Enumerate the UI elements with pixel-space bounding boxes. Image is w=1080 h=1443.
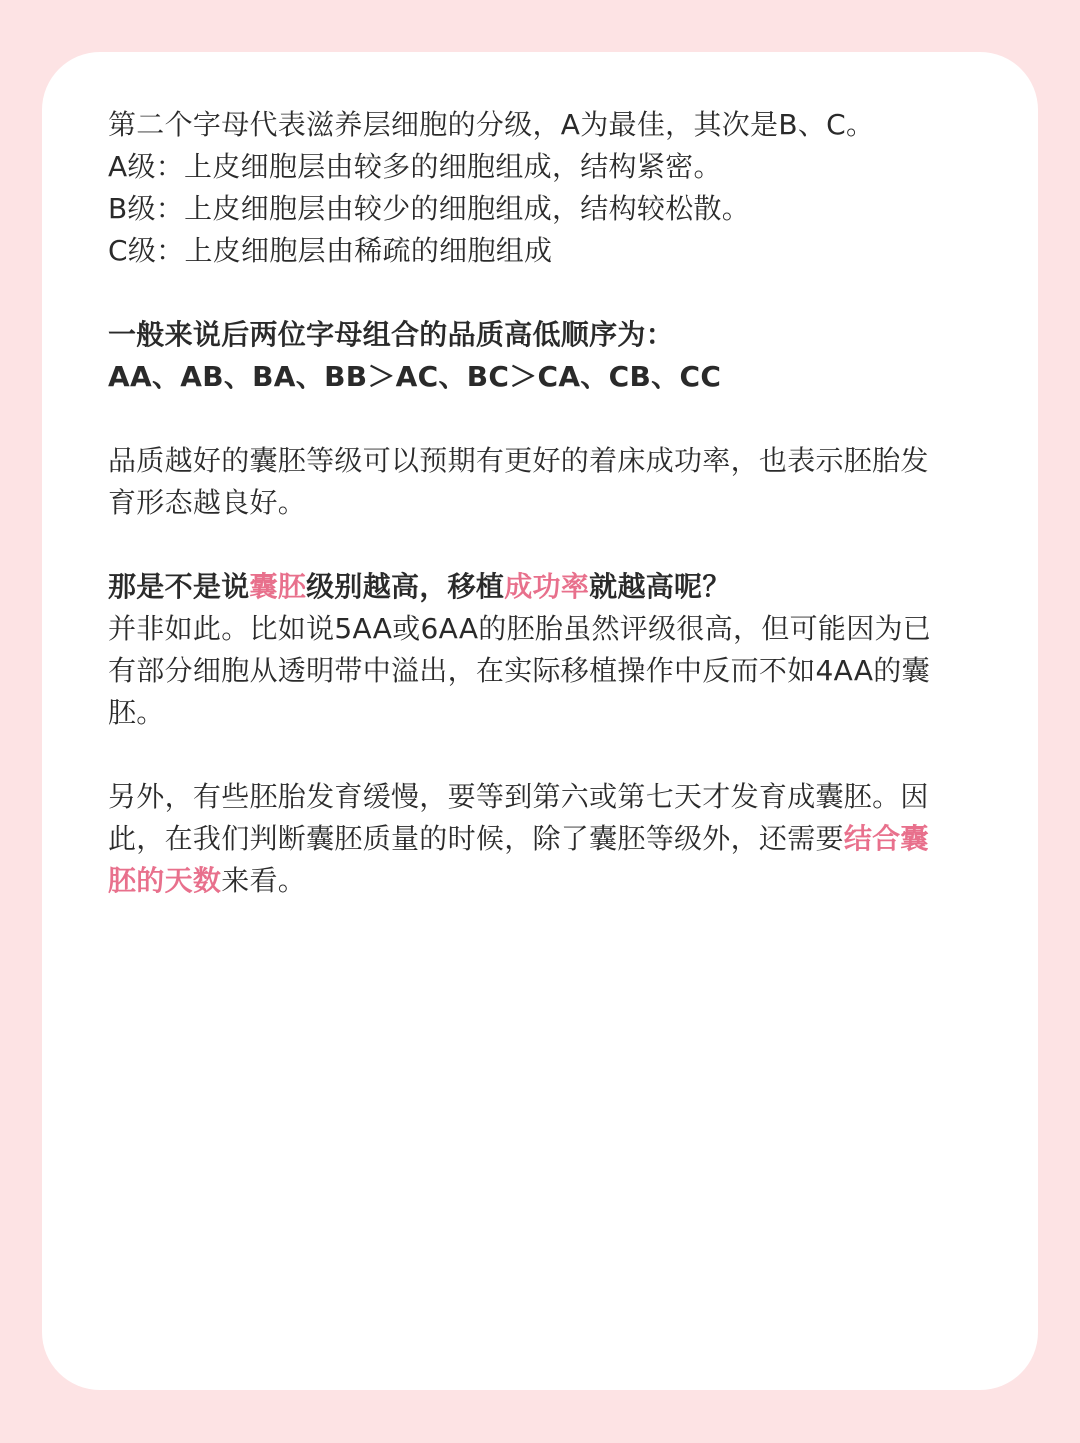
spacer xyxy=(108,524,980,566)
highlight-success-rate: 成功率 xyxy=(504,570,590,603)
order-heading: 一般来说后两位字母组合的品质高低顺序为： xyxy=(108,318,675,351)
answer-line-2: 有部分细胞从透明带中溢出，在实际移植操作中反而不如4AA的囊 xyxy=(108,654,930,687)
order-section xyxy=(108,314,980,398)
quality-line-2: 育形态越良好。 xyxy=(108,486,307,519)
question-section xyxy=(108,566,980,734)
grade-b-text: B级：上皮细胞层由较少的细胞组成，结构较松散。 xyxy=(108,192,751,225)
extra-line-3 xyxy=(108,860,980,902)
question-text-1: 那是不是说 xyxy=(108,570,250,603)
highlight-combine: 结合囊 xyxy=(843,822,929,855)
grading-section xyxy=(108,104,980,272)
spacer xyxy=(108,272,980,314)
grading-intro: 第二个字母代表滋养层细胞的分级，A为最佳，其次是B、C。 xyxy=(108,108,875,141)
order-sequence: AA、AB、BA、BB＞AC、BC＞CA、CB、CC xyxy=(108,360,722,393)
question-text-3: 就越高呢？ xyxy=(589,570,731,603)
extra-line-1: 另外，有些胚胎发育缓慢，要等到第六或第七天才发育成囊胚。因 xyxy=(108,780,929,813)
question-heading xyxy=(108,566,980,608)
article-body xyxy=(108,104,980,902)
quality-section xyxy=(108,440,980,524)
extra-text-2: 此，在我们判断囊胚质量的时候，除了囊胚等级外，还需要 xyxy=(108,822,844,855)
extra-section xyxy=(108,776,980,902)
answer-line-1: 并非如此。比如说5AA或6AA的胚胎虽然评级很高，但可能因为已 xyxy=(108,612,932,645)
question-text-2: 级别越高，移植 xyxy=(306,570,505,603)
grade-a-text: A级：上皮细胞层由较多的细胞组成，结构紧密。 xyxy=(108,150,722,183)
highlight-blastocyst: 囊胚 xyxy=(249,570,307,603)
highlight-days: 胚的天数 xyxy=(108,864,222,897)
grade-c-text: C级：上皮细胞层由稀疏的细胞组成 xyxy=(108,234,553,267)
spacer xyxy=(108,734,980,776)
quality-line-1: 品质越好的囊胚等级可以预期有更好的着床成功率，也表示胚胎发 xyxy=(108,444,929,477)
extra-line-2 xyxy=(108,818,980,860)
extra-text-3: 来看。 xyxy=(221,864,307,897)
answer-line-3: 胚。 xyxy=(108,696,165,729)
spacer xyxy=(108,398,980,440)
